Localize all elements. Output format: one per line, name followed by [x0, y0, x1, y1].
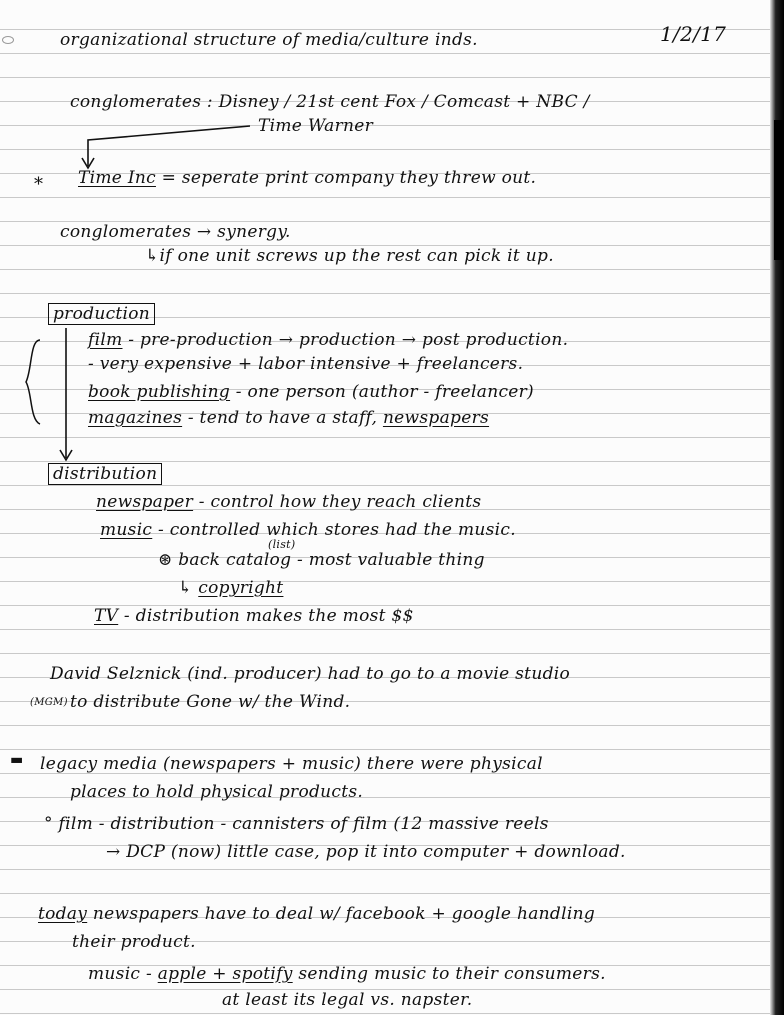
- note-line: [38, 904, 595, 924]
- section-heading: [48, 464, 162, 484]
- note-line: conglomerates → synergy.: [60, 222, 291, 242]
- note-text-underlined: newspaper: [96, 492, 194, 512]
- note-text: ↳: [178, 578, 199, 598]
- note-text: newspapers have to deal w/ facebook + google handling: [87, 904, 595, 924]
- note-text-underlined: magazines: [88, 408, 183, 428]
- note-text: - controlled which stores had the music.: [152, 520, 516, 540]
- star-bullet: *: [34, 174, 43, 195]
- note-annotation: (list): [268, 538, 296, 551]
- note-line: [100, 520, 516, 540]
- note-text: sending music to their consumers.: [292, 964, 606, 984]
- boxed-heading: distribution: [48, 463, 162, 485]
- note-text-underlined: music: [100, 520, 153, 540]
- note-annotation: (MGM): [30, 697, 68, 708]
- note-line: ⊛ back catalog - most valuable thing: [158, 550, 485, 570]
- note-line: [96, 492, 481, 512]
- note-line: [88, 408, 489, 428]
- note-line: [88, 382, 534, 402]
- note-line: at least its legal vs. napster.: [222, 990, 473, 1010]
- note-line: Time Warner: [258, 116, 374, 136]
- note-text-underlined: copyright: [198, 578, 284, 598]
- note-line: [94, 606, 414, 626]
- note-text-underlined: book publishing: [88, 382, 231, 402]
- left-brace: [26, 340, 40, 424]
- note-line: [70, 92, 590, 112]
- note-text-underlined: Time Inc: [78, 168, 156, 188]
- note-text-underlined: film: [88, 330, 123, 350]
- dash-bullet: ▬: [10, 752, 24, 768]
- note-text: - distribution makes the most $$: [118, 606, 414, 626]
- page-title: organizational structure of media/culture inds.: [60, 30, 478, 50]
- note-text: - one person (author - freelancer): [230, 382, 534, 402]
- note-text: - control how they reach clients: [193, 492, 482, 512]
- note-text: conglomerates : Disney / 21st cent Fox /: [70, 92, 434, 112]
- note-line: [88, 330, 568, 350]
- note-text: - pre-production → production → post production.: [122, 330, 569, 350]
- page-date: 1/2/17: [660, 22, 727, 46]
- note-line: their product.: [72, 932, 196, 952]
- note-text: = seperate print company they threw out.: [155, 168, 537, 188]
- note-line: places to hold physical products.: [70, 782, 364, 802]
- note-line: to distribute Gone w/ the Wind.: [70, 692, 351, 712]
- note-line: [78, 168, 536, 188]
- note-line: legacy media (newspapers + music) there were physical: [40, 754, 543, 774]
- note-line: - very expensive + labor intensive + freelancers.: [88, 354, 524, 374]
- arrow-line: [88, 126, 250, 166]
- note-line: ° film - distribution - cannisters of film (12 massive reels: [44, 814, 549, 834]
- section-heading: [48, 304, 155, 324]
- note-text: - tend to have a staff,: [182, 408, 383, 428]
- note-line: David Selznick (ind. producer) had to go to a movie studio: [50, 664, 571, 684]
- boxed-heading: production: [48, 303, 155, 325]
- note-text: Comcast + NBC /: [433, 92, 590, 112]
- note-text-underlined: today: [38, 904, 88, 924]
- note-text-underlined: newspapers: [382, 408, 490, 428]
- note-line: → DCP (now) little case, pop it into computer + download.: [106, 842, 626, 862]
- note-text-underlined: TV: [94, 606, 119, 626]
- note-text: music -: [88, 964, 158, 984]
- note-text-underlined: apple + spotify: [157, 964, 293, 984]
- note-line: [178, 578, 283, 598]
- note-line: [88, 964, 606, 984]
- note-line: ↳if one unit screws up the rest can pick it up.: [145, 246, 554, 266]
